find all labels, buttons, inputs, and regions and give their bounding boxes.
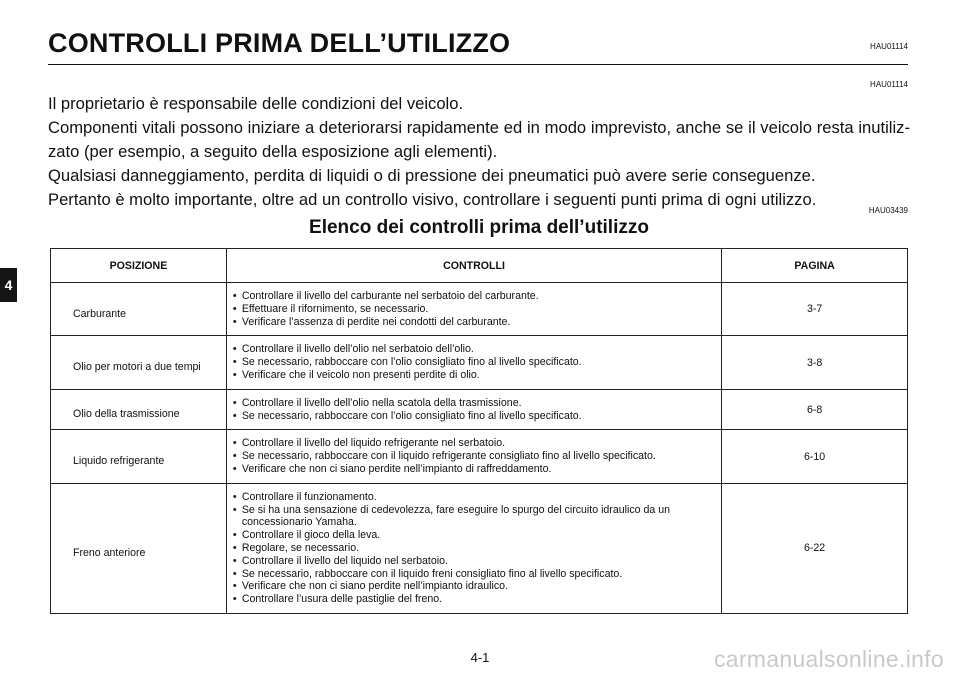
check-item-text: Regolare, se necessario. xyxy=(241,541,360,554)
check-item xyxy=(233,450,721,463)
bullet-icon: • xyxy=(232,356,237,369)
check-item-text: Verificare che il veicolo non presenti perdite di olio. xyxy=(241,368,480,381)
cell-checks xyxy=(226,430,721,483)
bullet-icon: • xyxy=(232,290,237,302)
checklist-table xyxy=(50,248,908,614)
intro-paragraph: Il proprietario è responsabile delle condizioni del veicolo. xyxy=(48,94,464,113)
cell-position: Olio per motori a due tempi xyxy=(51,336,227,389)
cell-page: 3-8 xyxy=(722,336,908,389)
check-item-text: Se si ha una sensazione di cedevolezza, fare eseguire lo spurgo del circuito idraulico da un concessionario Yamaha. xyxy=(241,503,670,529)
cell-page: 6-8 xyxy=(722,389,908,430)
cell-page: 3-7 xyxy=(722,283,908,336)
cell-position: Olio della trasmissione xyxy=(51,389,227,430)
cell-position: Carburante xyxy=(51,283,227,336)
bullet-icon: • xyxy=(232,541,237,554)
intro-paragraph: Componenti vitali possono iniziare a deteriorarsi rapidamente ed in modo imprevisto, anche se il veicolo resta inutiliz-zato (per esempio, a seguito della esposizione agli elementi). xyxy=(48,118,910,161)
bullet-icon: • xyxy=(232,450,237,463)
bullet-icon: • xyxy=(232,580,237,593)
check-item-text: Controllare il livello dell’olio nella scatola della trasmissione. xyxy=(241,396,522,409)
bullet-icon: • xyxy=(232,343,237,356)
bullet-icon: • xyxy=(232,409,237,422)
cell-page: 6-10 xyxy=(722,430,908,483)
table-row xyxy=(51,336,908,389)
bullet-icon: • xyxy=(232,462,237,475)
intro-paragraph: Pertanto è molto importante, oltre ad un controllo visivo, controllare i seguenti punti prima di ogni utilizzo. xyxy=(48,190,817,209)
cell-page: 6-22 xyxy=(722,483,908,613)
check-item-text: Controllare il livello del carburante nel serbatoio del carburante. xyxy=(241,290,539,302)
check-item xyxy=(233,316,721,329)
table-row xyxy=(51,430,908,483)
header-code: HAU01114 xyxy=(870,42,908,51)
check-item-text: Effettuare il rifornimento, se necessario. xyxy=(241,302,429,315)
list-code: HAU03439 xyxy=(868,206,908,215)
check-item xyxy=(233,463,721,476)
intro-code: HAU01114 xyxy=(870,80,908,89)
cell-position: Freno anteriore xyxy=(51,483,227,613)
check-item xyxy=(233,397,721,410)
check-item-text: Controllare il funzionamento. xyxy=(241,490,377,503)
column-header-checks: CONTROLLI xyxy=(226,249,721,283)
bullet-icon: • xyxy=(232,567,237,580)
bullet-icon: • xyxy=(232,529,237,542)
checklist-title: Elenco dei controlli prima dell’utilizzo xyxy=(309,217,649,238)
check-item-text: Se necessario, rabboccare con il liquido freni consigliato fino al livello specificato. xyxy=(241,567,623,580)
check-item-text: Verificare che non ci siano perdite nell’impianto idraulico. xyxy=(241,580,509,593)
check-item-text: Controllare il livello del liquido refrigerante nel serbatoio. xyxy=(241,437,506,450)
check-item-text: Verificare l’assenza di perdite nei condotti del carburante. xyxy=(241,315,511,328)
cell-checks xyxy=(226,283,721,336)
check-item xyxy=(233,542,721,555)
cell-checks xyxy=(226,336,721,389)
cell-checks xyxy=(226,389,721,430)
column-header-page: PAGINA xyxy=(722,249,908,283)
check-item xyxy=(233,356,721,369)
bullet-icon: • xyxy=(232,302,237,315)
bullet-icon: • xyxy=(232,368,237,381)
check-item xyxy=(233,529,721,542)
check-item-text: Controllare il gioco della leva. xyxy=(241,529,381,542)
check-item xyxy=(233,555,721,568)
check-item-text: Controllare il livello dell’olio nel serbatoio dell’olio. xyxy=(241,343,474,356)
check-item xyxy=(233,343,721,356)
check-item-text: Se necessario, rabboccare con l’olio consigliato fino al livello specificato. xyxy=(241,409,582,422)
page-number: 4-1 xyxy=(470,650,490,665)
bullet-icon: • xyxy=(232,490,237,503)
bullet-icon: • xyxy=(232,437,237,450)
cell-checks xyxy=(226,483,721,613)
header-rule xyxy=(48,64,908,65)
bullet-icon: • xyxy=(232,593,237,606)
watermark: carmanualsonline.info xyxy=(713,646,944,672)
table-row xyxy=(51,283,908,336)
table-header-row xyxy=(51,249,908,283)
check-item-text: Verificare che non ci siano perdite nell’impianto di raffreddamento. xyxy=(241,462,552,475)
check-item xyxy=(233,369,721,382)
check-item xyxy=(233,303,721,316)
check-item xyxy=(233,568,721,581)
check-item xyxy=(233,437,721,450)
column-header-position: POSIZIONE xyxy=(51,249,227,283)
cell-position: Liquido refrigerante xyxy=(51,430,227,483)
check-item xyxy=(233,410,721,423)
check-item-text: Controllare l’usura delle pastiglie del freno. xyxy=(241,593,443,606)
chapter-tab: 4 xyxy=(0,268,17,302)
bullet-icon: • xyxy=(232,503,237,516)
check-item-text: Se necessario, rabboccare con il liquido refrigerante consigliato fino al livello specificato. xyxy=(241,450,656,463)
check-item-text: Se necessario, rabboccare con l’olio consigliato fino al livello specificato. xyxy=(241,356,582,369)
bullet-icon: • xyxy=(232,554,237,567)
check-item-text: Controllare il livello del liquido nel serbatoio. xyxy=(241,554,448,567)
table-row xyxy=(51,483,908,613)
page-title: CONTROLLI PRIMA DELL’UTILIZZO xyxy=(48,28,511,58)
intro-text xyxy=(48,92,910,212)
check-item xyxy=(233,504,721,530)
check-item xyxy=(233,593,721,606)
bullet-icon: • xyxy=(232,396,237,409)
check-item xyxy=(233,580,721,593)
check-item xyxy=(233,491,721,504)
table-row xyxy=(51,389,908,430)
checklist-body xyxy=(51,283,908,614)
intro-paragraph: Qualsiasi danneggiamento, perdita di liquidi o di pressione dei pneumatici può avere serie conseguenze. xyxy=(48,166,816,185)
bullet-icon: • xyxy=(232,315,237,328)
check-item xyxy=(233,290,721,303)
